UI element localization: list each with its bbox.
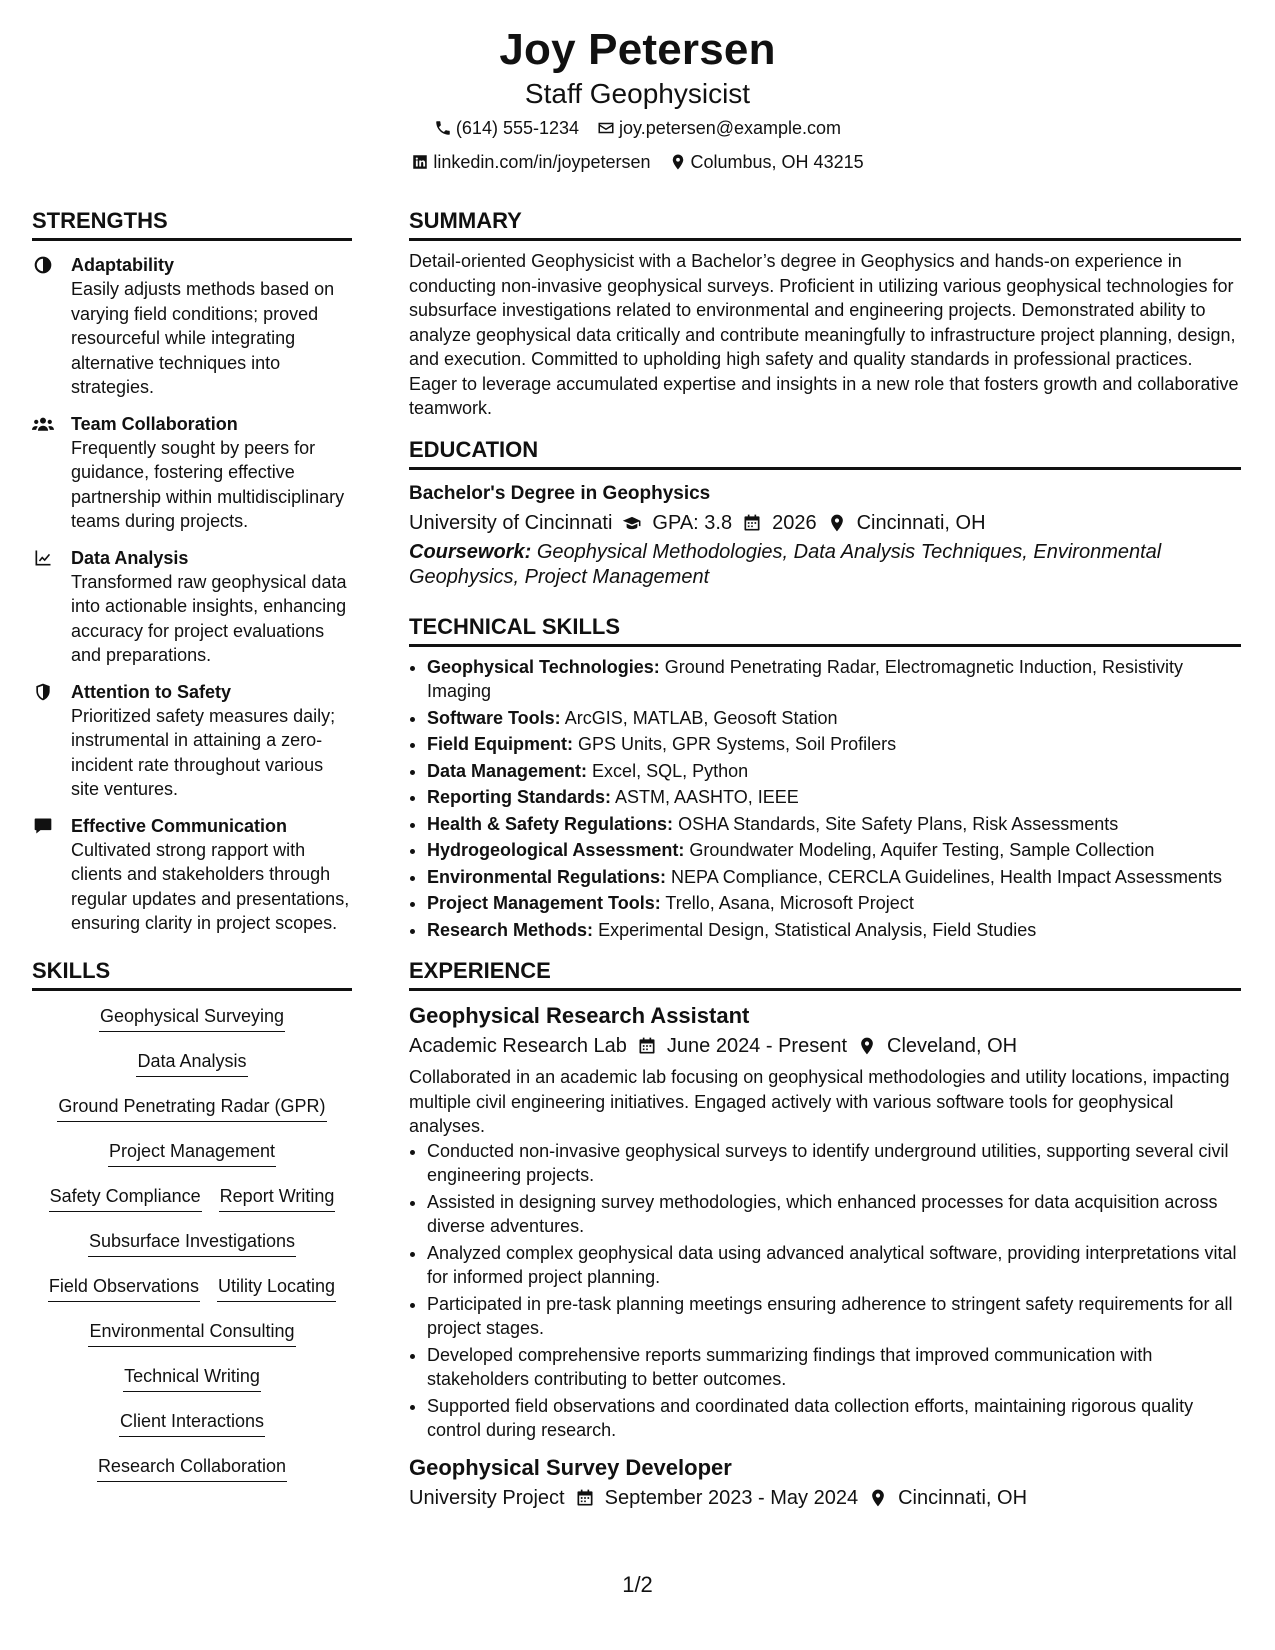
skill-tag: Research Collaboration [97, 1453, 287, 1482]
right-column [409, 206, 1241, 1513]
education-heading: EDUCATION [409, 435, 1241, 470]
job-bullets [409, 1139, 1241, 1443]
education-entry [409, 480, 1241, 590]
skill-row [32, 1453, 352, 1498]
tech-skill-value: Ground Penetrating Radar, Electromagnetic Induction, Resistivity Imaging [427, 656, 1183, 701]
strength-item [32, 253, 352, 400]
calendar-icon [742, 513, 762, 533]
technical-skills-list [409, 655, 1241, 943]
job-meta [409, 1483, 1241, 1513]
phone-contact [434, 112, 579, 144]
job-title-heading: Staff Geophysicist [524, 78, 751, 109]
tech-skill-value: Excel, SQL, Python [592, 760, 749, 781]
list-item [427, 918, 1241, 943]
skill-tag: Geophysical Surveying [99, 1003, 285, 1032]
map-pin-icon [827, 513, 847, 533]
contact-row-1 [0, 112, 1275, 144]
experience-heading: EXPERIENCE [409, 956, 1241, 991]
calendar-icon [637, 1036, 657, 1056]
email-contact[interactable] [597, 112, 841, 144]
skill-row [32, 1318, 352, 1363]
skill-row [32, 1048, 352, 1093]
tech-skill-label: Hydrogeological Assessment: [427, 840, 685, 860]
tech-skill-value: OSHA Standards, Site Safety Plans, Risk Assessments [678, 813, 1119, 834]
skill-tag: Environmental Consulting [88, 1318, 295, 1347]
tech-skill-label: Research Methods: [427, 919, 594, 940]
skill-tag: Field Observations [48, 1273, 200, 1302]
list-item: • Developed comprehensive reports summarizing findings that improved communication with stakeholders contributing to better outcomes. [427, 1343, 1241, 1392]
strength-item [32, 546, 352, 668]
strength-title: Effective Communication [71, 815, 288, 836]
skill-tag: Report Writing [219, 1183, 336, 1212]
skill-row [32, 1003, 352, 1048]
phone-number: (614) 555-1234 [455, 118, 580, 138]
list-item [427, 785, 1241, 810]
graduation-year: 2026 [772, 511, 817, 534]
strength-title: Data Analysis [71, 547, 189, 568]
list-item: • Participated in pre-task planning meetings ensuring adherence to stringent safety requirements for all project stages. [427, 1292, 1241, 1341]
list-item [427, 759, 1241, 784]
tech-skill-value: NEPA Compliance, CERCLA Guidelines, Health Impact Assessments [671, 866, 1222, 887]
degree-title: Bachelor's Degree in Geophysics [409, 482, 711, 504]
list-item: • Analyzed complex geophysical data using advanced analytical software, providing interpretations vital for informed project planning. [427, 1241, 1241, 1290]
strength-item [32, 680, 352, 802]
tech-skill-label: Project Management Tools: [427, 893, 661, 913]
job-dates: June 2024 - Present [666, 1035, 848, 1057]
job-dates-item [575, 1483, 859, 1513]
map-pin-icon [868, 1488, 888, 1508]
speech-bubble-icon [32, 816, 54, 838]
skill-tag: Safety Compliance [49, 1183, 202, 1212]
tech-skill-label: Reporting Standards: [427, 787, 612, 807]
list-item [427, 865, 1241, 890]
education-meta [409, 508, 1241, 538]
linkedin-url[interactable]: linkedin.com/in/joypetersen [433, 152, 651, 172]
edu-location-item [827, 508, 986, 538]
skill-row [32, 1363, 352, 1408]
strength-desc: Easily adjusts methods based on varying field conditions; proved resourceful while integrating alternative techniques into strategies. [71, 279, 335, 397]
contact-row-2 [0, 146, 1275, 178]
tech-skill-label: Data Management: [427, 760, 588, 781]
list-item: • Assisted in designing survey methodologies, which enhanced processes for data acquisition across diverse adventures. [427, 1190, 1241, 1239]
strength-title: Team Collaboration [71, 413, 238, 434]
linkedin-icon [411, 153, 429, 171]
job-description: Collaborated in an academic lab focusing on geophysical methodologies and utility locations, impacting multiple civil engineering initiatives. Engaged actively with various software tools for geophysical analyses. [409, 1067, 1230, 1136]
job-location-item [868, 1483, 1027, 1513]
candidate-name: Joy Petersen [499, 25, 776, 74]
school-location: Cincinnati, OH [856, 511, 986, 534]
skill-row [32, 1093, 352, 1138]
skill-tag: Data Analysis [136, 1048, 247, 1077]
strength-desc: Cultivated strong rapport with clients and stakeholders through regular updates and presentations, ensuring clarity in project scopes. [71, 839, 350, 933]
summary-heading: SUMMARY [409, 206, 1241, 241]
tech-skill-value: GPS Units, GPR Systems, Soil Profilers [578, 734, 897, 754]
tech-skill-value: ASTM, AASHTO, IEEE [615, 787, 799, 807]
list-item: • Supported field observations and coordinated data collection efforts, maintaining rigorous quality control during research. [427, 1394, 1241, 1443]
school-name: University of Cincinnati [409, 511, 613, 534]
list-item [427, 706, 1241, 731]
gpa-value: GPA: 3.8 [652, 511, 733, 534]
location-contact [669, 146, 864, 178]
chart-line-icon [32, 548, 54, 570]
tech-skill-value: ArcGIS, MATLAB, Geosoft Station [564, 707, 838, 728]
job-title: Geophysical Research Assistant [409, 1003, 750, 1028]
skill-tag: Utility Locating [217, 1273, 336, 1302]
map-pin-icon [669, 153, 687, 171]
skill-row [32, 1273, 352, 1318]
technical-skills-heading: TECHNICAL SKILLS [409, 612, 1241, 647]
job-location: Cleveland, OH [887, 1035, 1018, 1057]
skill-row [32, 1408, 352, 1453]
page-number: 1/2 [622, 1572, 653, 1597]
graduation-cap-icon [622, 513, 642, 533]
linkedin-contact[interactable] [411, 146, 650, 178]
skill-tag: Project Management [108, 1138, 276, 1167]
tech-skill-value: Experimental Design, Statistical Analysis, Field Studies [598, 919, 1037, 940]
tech-skill-value: Trello, Asana, Microsoft Project [665, 893, 914, 913]
skills-heading: SKILLS [32, 956, 352, 991]
envelope-icon [597, 119, 615, 137]
calendar-icon [575, 1488, 595, 1508]
skill-tag: Technical Writing [123, 1363, 261, 1392]
strength-title: Attention to Safety [71, 681, 231, 702]
coursework-label: Coursework: [409, 540, 532, 563]
job-org: Academic Research Lab [409, 1035, 627, 1057]
list-item [427, 838, 1241, 863]
shield-icon [32, 682, 54, 704]
phone-icon [434, 119, 452, 137]
map-pin-icon [857, 1036, 877, 1056]
list-item: • Conducted non-invasive geophysical surveys to identify underground utilities, supporting several civil engineering projects. [427, 1139, 1241, 1188]
list-item [427, 655, 1241, 704]
email-address[interactable]: joy.petersen@example.com [619, 118, 842, 138]
summary-text: Detail-oriented Geophysicist with a Bachelor’s degree in Geophysics and hands-on experience in conducting non-invasive geophysical surveys. Proficient in utilizing various geophysical technologies for subsurface investigations related to environmental and engineering projects. Demonstrated ability to analyze geophysical data critically and contribute meaningfully to infrastructure project planning, design, and execution. Committed to upholding high safety and quality standards in professional practices. Eager to leverage accumulated expertise and insights in a new role that fosters growth and collaborative teamwork. [409, 251, 1239, 418]
job-meta [409, 1031, 1241, 1061]
tech-skill-label: Environmental Regulations: [427, 866, 667, 887]
tech-skill-label: Software Tools: [427, 707, 561, 728]
skill-row [32, 1138, 352, 1183]
strength-item [32, 814, 352, 936]
left-column [32, 206, 352, 1498]
location-text: Columbus, OH 43215 [690, 152, 864, 172]
job-title: Geophysical Survey Developer [409, 1454, 732, 1480]
coursework-list: Geophysical Methodologies, Data Analysis Techniques, Environmental Geophysics, Project Management [409, 540, 1162, 588]
strength-desc: Prioritized safety measures daily; instrumental in attaining a zero-incident rate throughout various site ventures. [71, 705, 336, 799]
users-icon [32, 414, 54, 436]
list-item [427, 891, 1241, 916]
job-org: University Project [409, 1486, 565, 1509]
strengths-heading: STRENGTHS [32, 206, 352, 241]
skill-tag: Subsurface Investigations [88, 1228, 296, 1257]
strength-title: Adaptability [71, 255, 175, 275]
job-location-item [857, 1031, 1017, 1061]
tech-skill-label: Geophysical Technologies: [427, 656, 660, 677]
skills-list [32, 1003, 352, 1498]
skill-tag: Client Interactions [119, 1408, 265, 1437]
skill-row [32, 1228, 352, 1273]
tech-skill-value: Groundwater Modeling, Aquifer Testing, Sample Collection [689, 840, 1155, 860]
tech-skill-label: Field Equipment: [427, 734, 573, 754]
coursework [409, 540, 1241, 590]
job-dates-item [637, 1031, 847, 1061]
list-item [427, 732, 1241, 757]
job-location: Cincinnati, OH [898, 1486, 1028, 1509]
year-item [742, 508, 817, 538]
resume-header [0, 22, 1275, 178]
list-item [427, 812, 1241, 837]
strength-item [32, 412, 352, 534]
gpa-item [622, 508, 732, 538]
tech-skill-label: Health & Safety Regulations: [427, 813, 674, 834]
skill-tag: Ground Penetrating Radar (GPR) [57, 1093, 326, 1122]
strength-desc: Frequently sought by peers for guidance, fostering effective partnership within multidisciplinary teams during projects. [71, 437, 345, 531]
strength-desc: Transformed raw geophysical data into actionable insights, enhancing accuracy for project evaluations and preparations. [71, 571, 347, 665]
job-dates: September 2023 - May 2024 [604, 1486, 859, 1509]
half-circle-icon [32, 255, 54, 277]
skill-row [32, 1183, 352, 1228]
